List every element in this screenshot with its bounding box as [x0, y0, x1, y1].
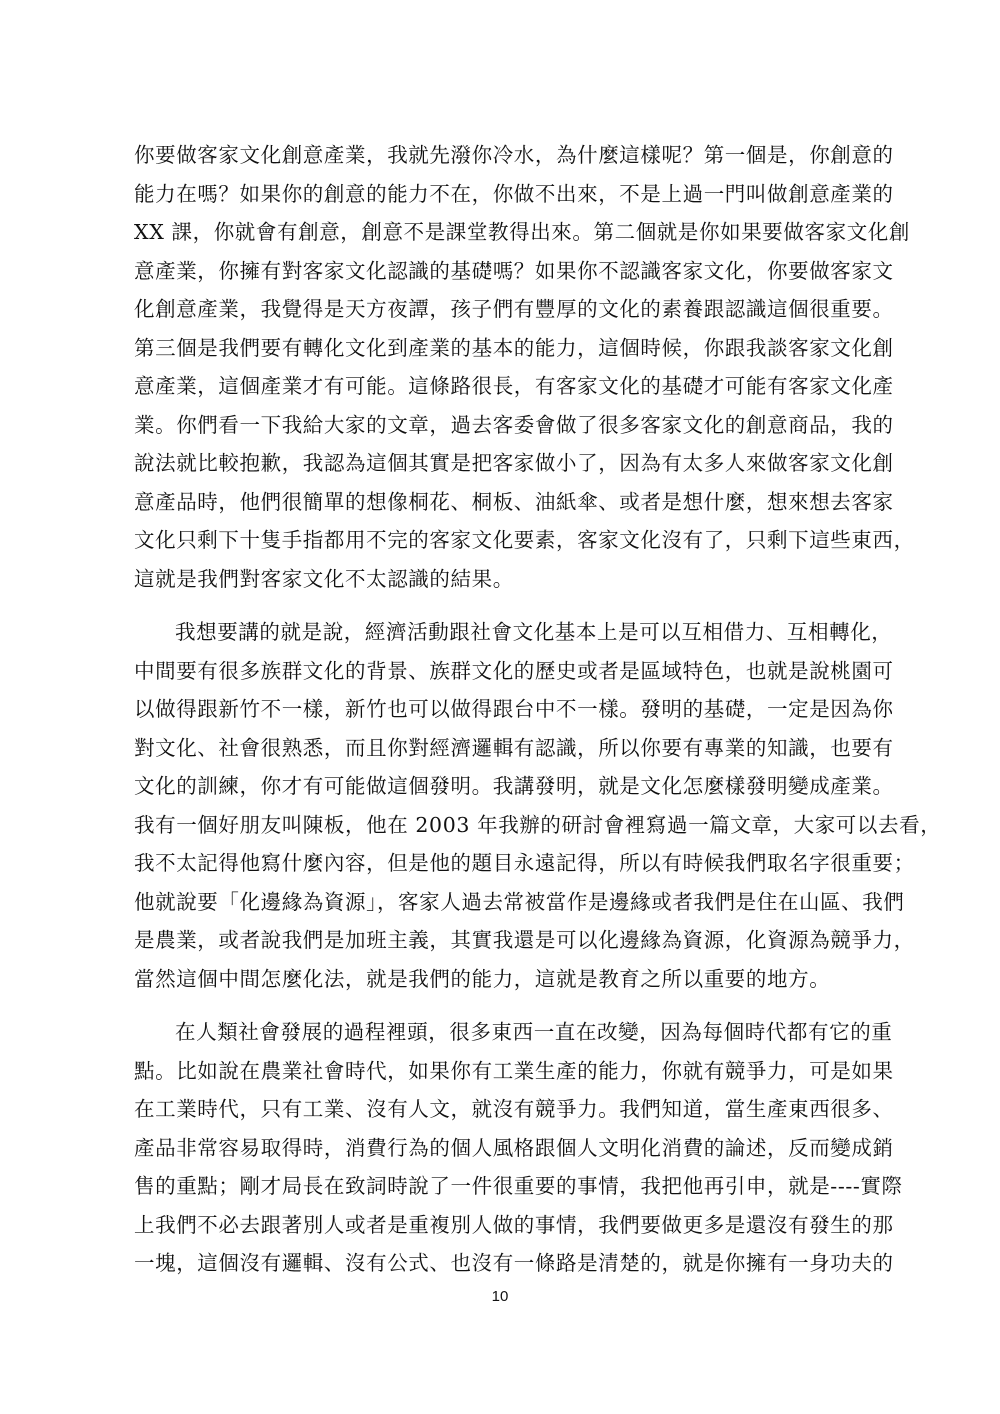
text-line: 你要做客家文化創意產業，我就先潑你冷水，為什麼這樣呢？第一個是，你創意的 — [134, 143, 894, 167]
text-line: 當然這個中間怎麼化法，就是我們的能力，這就是教育之所以重要的地方。 — [134, 966, 831, 991]
page-number: 10 — [491, 1288, 509, 1305]
text-line: 文化只剩下十隻手指都用不完的客家文化要素，客家文化沒有了，只剩下這些東西， — [134, 528, 915, 552]
text-line: 我不太記得他寫什麼內容，但是他的題目永遠記得，所以有時候我們取名字很重要； — [134, 851, 915, 875]
text-line: 他就說要「化邊緣為資源」，客家人過去常被當作是邊緣或者我們是住在山區、我們 — [134, 889, 905, 914]
text-line: XX 課，你就會有創意，創意不是課堂教得出來。第二個就是你如果要做客家文化創 — [134, 220, 911, 244]
body-text — [134, 136, 942, 1283]
text-line: 我想要講的就是說，經濟活動跟社會文化基本上是可以互相借力、互相轉化， — [175, 620, 893, 644]
text-line: 意產品時，他們很簡單的想像桐花、桐板、油紙傘、或者是想什麼，想來想去客家 — [134, 489, 894, 514]
text-line: 以做得跟新竹不一樣，新竹也可以做得跟台中不一樣。發明的基礎，一定是因為你 — [134, 697, 894, 721]
text-line: 對文化、社會很熟悉，而且你對經濟邏輯有認識，所以你要有專業的知識，也要有 — [134, 735, 894, 760]
text-line: 業。你們看一下我給大家的文章，過去客委會做了很多客家文化的創意商品，我的 — [134, 412, 894, 437]
text-line: 在人類社會發展的過程裡頭，很多東西一直在改變，因為每個時代都有它的重 — [175, 1020, 893, 1044]
text-line: 售的重點；剛才局長在致詞時說了一件很重要的事情，我把他再引申，就是----實際 — [134, 1174, 903, 1198]
paragraph-2 — [134, 613, 942, 998]
text-line: 我有一個好朋友叫陳板，他在 2003 年我辦的研討會裡寫過一篇文章，大家可以去看， — [134, 812, 942, 837]
text-line: 意產業，這個產業才有可能。這條路很長，有客家文化的基礎才可能有客家文化產 — [134, 374, 894, 398]
text-line: 說法就比較抱歉，我認為這個其實是把客家做小了，因為有太多人來做客家文化創 — [134, 451, 894, 475]
text-line: 點。比如說在農業社會時代，如果你有工業生產的能力，你就有競爭力，可是如果 — [134, 1058, 894, 1083]
text-line: 文化的訓練，你才有可能做這個發明。我講發明，就是文化怎麼樣發明變成產業。 — [134, 774, 894, 798]
text-line: 是農業，或者說我們是加班主義，其實我還是可以化邊緣為資源，化資源為競爭力， — [134, 928, 915, 952]
text-line: 上我們不必去跟著別人或者是重複別人做的事情，我們要做更多是還沒有發生的那 — [134, 1212, 894, 1237]
text-line: 能力在嗎？如果你的創意的能力不在，你做不出來，不是上過一門叫做創意產業的 — [134, 181, 894, 206]
text-line: 化創意產業，我覺得是天方夜譚，孩子們有豐厚的文化的素養跟認識這個很重要。 — [134, 297, 894, 321]
text-line: 第三個是我們要有轉化文化到產業的基本的能力，這個時候，你跟我談客家文化創 — [134, 335, 894, 360]
text-line: 產品非常容易取得時，消費行為的個人風格跟個人文明化消費的論述，反而變成銷 — [134, 1135, 894, 1160]
text-line: 這就是我們對客家文化不太認識的結果。 — [134, 566, 514, 591]
text-line: 意產業，你擁有對客家文化認識的基礎嗎？如果你不認識客家文化，你要做客家文 — [134, 258, 894, 283]
paragraph-1 — [134, 136, 915, 598]
text-line: 一塊，這個沒有邏輯、沒有公式、也沒有一條路是清楚的，就是你擁有一身功夫的 — [134, 1251, 894, 1275]
paragraph-3 — [134, 1013, 903, 1283]
text-line: 在工業時代，只有工業、沒有人文，就沒有競爭力。我們知道，當生產東西很多、 — [134, 1097, 894, 1121]
text-line: 中間要有很多族群文化的背景、族群文化的歷史或者是區域特色，也就是說桃園可 — [134, 658, 894, 683]
